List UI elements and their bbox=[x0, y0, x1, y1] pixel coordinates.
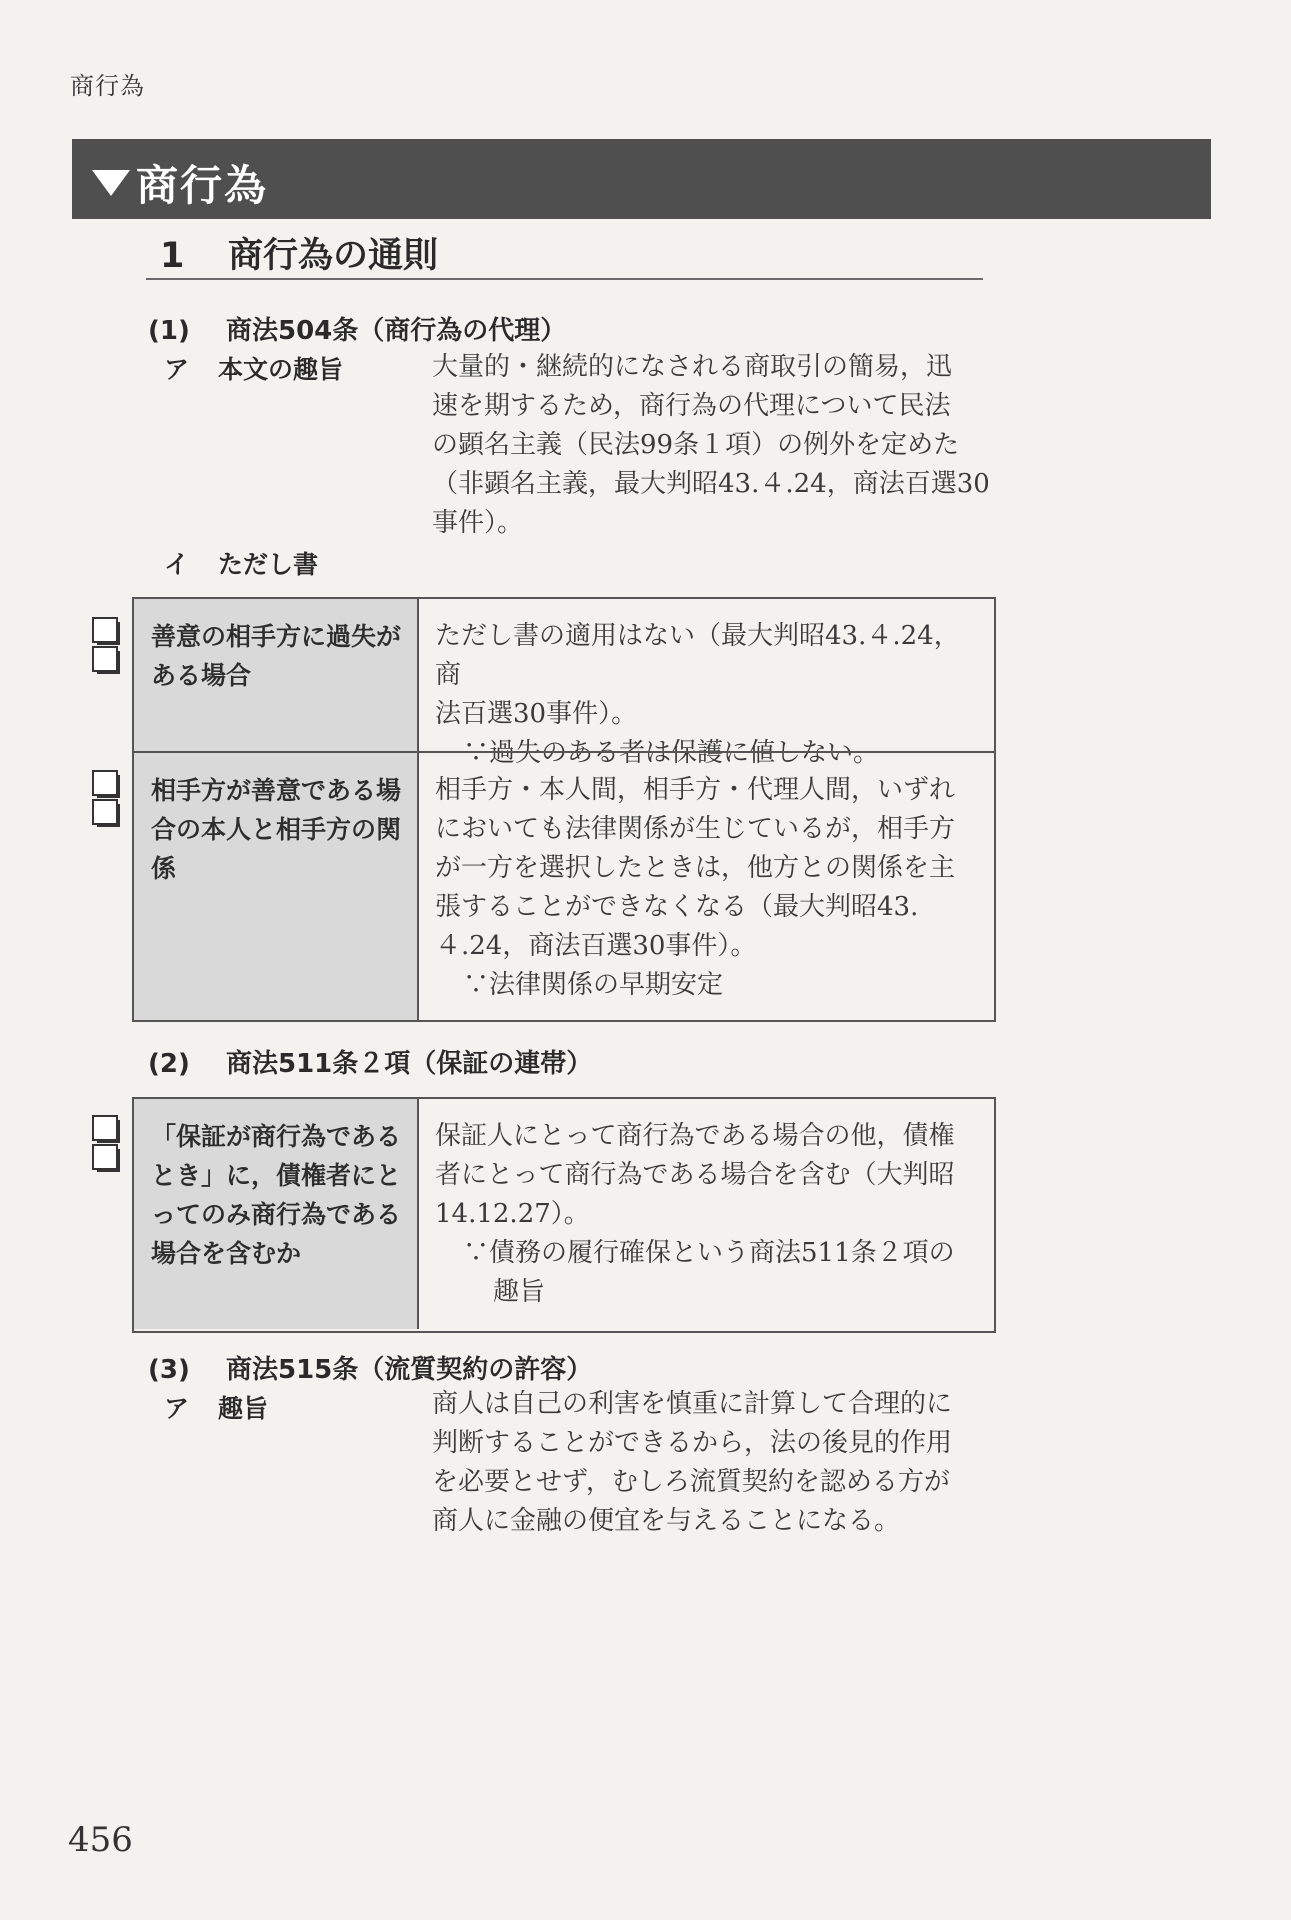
body-line: ただし書の適用はない（最大判昭43.４.24，商 bbox=[435, 621, 960, 690]
item-a-body bbox=[432, 348, 992, 543]
triangle-down-icon bbox=[92, 170, 130, 196]
body-line: 大量的・継続的になされる商取引の簡易，迅 bbox=[432, 352, 953, 382]
body-line: 商人は自己の利害を慎重に計算して合理的に bbox=[432, 1389, 953, 1419]
table-row-header bbox=[134, 1099, 419, 1329]
table-row bbox=[134, 599, 994, 768]
body-line: 法百選30事件）。 bbox=[435, 699, 638, 729]
reason-line: ∵過失のある者は保護に値しない。 bbox=[463, 738, 880, 768]
chapter-title: 商行為 bbox=[136, 161, 269, 210]
body-line: 保証人にとって商行為である場合の他，債権 bbox=[435, 1121, 955, 1151]
chapter-title-bar bbox=[72, 139, 1211, 219]
body-line: においても法律関係が生じているが，相手方 bbox=[435, 814, 956, 844]
running-head: 商行為 bbox=[70, 72, 145, 100]
body-line: 事件）。 bbox=[432, 508, 524, 538]
item-a-title: 趣旨 bbox=[218, 1394, 269, 1423]
subheading-1 bbox=[148, 310, 566, 347]
page-number: 456 bbox=[68, 1820, 133, 1860]
body-line: 張することができなくなる（最大判昭43. bbox=[435, 892, 919, 922]
checkbox[interactable] bbox=[92, 1115, 118, 1141]
row-content-text bbox=[435, 1117, 982, 1312]
body-line: を必要とせず，むしろ流質契約を認める方が bbox=[432, 1467, 950, 1497]
body-line: 商人に金融の便宜を与えることになる。 bbox=[432, 1506, 901, 1536]
subheading-1-number: (1) bbox=[148, 316, 190, 346]
section-heading bbox=[160, 228, 438, 278]
checkbox[interactable] bbox=[92, 646, 118, 672]
subheading-2 bbox=[148, 1043, 592, 1080]
body-line: 者にとって商行為である場合を含む（大判昭 bbox=[435, 1160, 955, 1190]
row-content-text bbox=[435, 617, 982, 773]
subheading-2-number: (2) bbox=[148, 1049, 190, 1079]
table-row-content bbox=[419, 599, 994, 768]
item-i-heading bbox=[164, 545, 318, 581]
subheading-1-title: 商法504条（商行為の代理） bbox=[226, 316, 567, 346]
table-row-header bbox=[134, 599, 419, 751]
table-row bbox=[134, 751, 994, 1020]
section-number: 1 bbox=[160, 236, 185, 276]
table-row-header bbox=[134, 753, 419, 1020]
checkbox[interactable] bbox=[92, 799, 118, 825]
subheading-3 bbox=[148, 1349, 592, 1386]
body-line: が一方を選択したときは，他方との関係を主 bbox=[435, 853, 956, 883]
reason-line: 趣旨 bbox=[493, 1277, 546, 1307]
item-a-heading bbox=[164, 1389, 268, 1425]
item-i-marker: イ bbox=[164, 550, 190, 579]
table-row-content bbox=[419, 753, 994, 1020]
body-line: ４.24，商法百選30事件）。 bbox=[435, 931, 757, 961]
item-a-body bbox=[432, 1385, 992, 1541]
body-line: 速を期するため，商行為の代理について民法 bbox=[432, 391, 951, 421]
body-line: （非顕名主義，最大判昭43.４.24，商法百選30 bbox=[432, 469, 990, 499]
row-header-text: 善意の相手方に過失がある場合 bbox=[151, 622, 402, 690]
table-row bbox=[134, 1099, 994, 1329]
row-header-text: 相手方が善意である場合の本人と相手方の関係 bbox=[151, 776, 402, 883]
table-row-content bbox=[419, 1099, 994, 1329]
row-content-text bbox=[435, 771, 982, 1005]
item-a-marker: ア bbox=[164, 1394, 190, 1423]
checkbox[interactable] bbox=[92, 1144, 118, 1170]
subheading-3-title: 商法515条（流質契約の許容） bbox=[226, 1355, 593, 1385]
subheading-2-title: 商法511条２項（保証の連帯） bbox=[226, 1049, 593, 1079]
checkbox[interactable] bbox=[92, 617, 118, 643]
item-i-title: ただし書 bbox=[218, 550, 319, 579]
body-line: の顕名主義（民法99条１項）の例外を定めた bbox=[432, 430, 960, 460]
section-title: 商行為の通則 bbox=[228, 236, 439, 276]
body-line: 相手方・本人間，相手方・代理人間，いずれ bbox=[435, 775, 956, 805]
body-line: 14.12.27）。 bbox=[435, 1199, 590, 1229]
item-a-title: 本文の趣旨 bbox=[218, 355, 344, 384]
reason-line: ∵債務の履行確保という商法511条２項の bbox=[463, 1238, 955, 1268]
section-underline bbox=[146, 278, 983, 280]
item-a-marker: ア bbox=[164, 355, 190, 384]
subheading-3-number: (3) bbox=[148, 1355, 190, 1385]
body-line: 判断することができるから，法の後見的作用 bbox=[432, 1428, 953, 1458]
table-504 bbox=[132, 597, 996, 1022]
checkbox[interactable] bbox=[92, 770, 118, 796]
table-511 bbox=[132, 1097, 996, 1333]
row-header-text: 「保証が商行為であるとき」に，債権者にとってのみ商行為である場合を含むか bbox=[151, 1122, 402, 1268]
reason-line: ∵法律関係の早期安定 bbox=[463, 970, 724, 1000]
item-a-heading bbox=[164, 350, 343, 386]
